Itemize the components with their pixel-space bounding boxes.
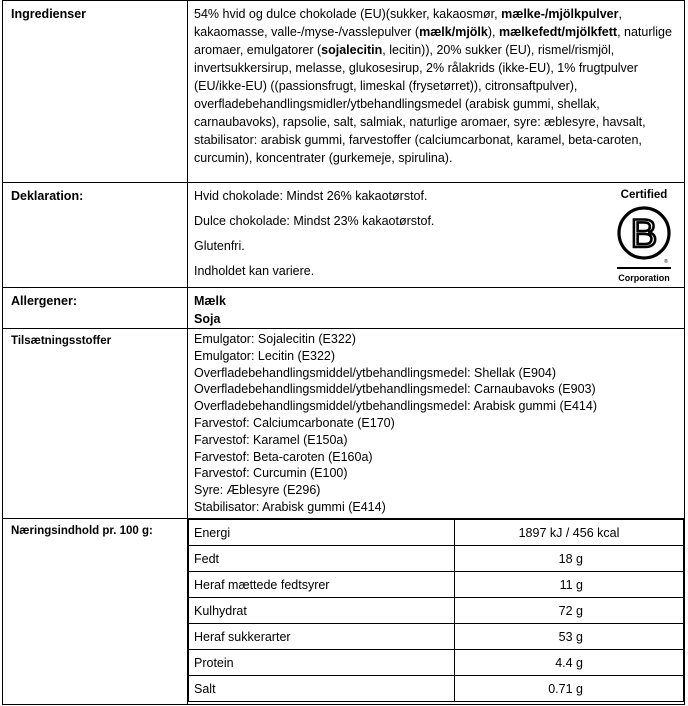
additive-item: Emulgator: Lecitin (E322) [194, 348, 336, 363]
nutrient-name: Heraf mættede fedtsyrer [189, 572, 455, 598]
spec-table [2, 0, 685, 705]
declaration-cell [188, 183, 685, 288]
declaration-label: Deklaration: [3, 183, 188, 288]
additive-item: Stabilisator: Arabisk gummi (E414) [194, 499, 386, 514]
nutrition-table-row [189, 624, 684, 650]
nutrition-row [3, 519, 685, 705]
ingredient-text-segment: , lecitin)), 20% sukker (EU), rismel/rismjöl, invertsukkersirup, melasse, glukosesirup, 2% rålakrids (ikke-EU), 1% frugtpulver (EU/ikke-EU) ((passionsfrugt, limeskal (frysetørret)), citronsaftpulver), overfladebehandlingsmidler/ytbehandlingsmedel (arabisk gummi, shellak, carnaubavoks), rapsolie, salt, salmiak, naturlige aromaer, syre: æblesyre, havsalt, stabilisator: arabisk gummi, farvestoffer (calciumcarbonat, karamel, beta-caroten, curcumin), koncentrater (gurkemeje, spirulina). [194, 43, 646, 165]
additives-label: Tilsætningsstoffer [3, 329, 188, 519]
ingredient-allergen-bold: mælke-/mjölkpulver [501, 7, 619, 21]
nutrient-name: Fedt [189, 546, 455, 572]
nutrient-value: 1897 kJ / 456 kcal [455, 520, 684, 546]
ingredients-segments [194, 7, 672, 165]
additive-item: Farvestof: Calciumcarbonate (E170) [194, 415, 395, 430]
allergens-label: Allergener: [3, 288, 188, 329]
declaration-row [3, 183, 685, 288]
logo-b-letter: B [630, 212, 658, 256]
ingredient-allergen-bold: mælk/mjölk [419, 25, 488, 39]
nutrient-value: 18 g [455, 546, 684, 572]
nutrient-value: 53 g [455, 624, 684, 650]
declaration-line: Indholdet kan variere. [194, 264, 315, 278]
additives-row [3, 329, 685, 519]
ingredient-allergen-bold: mælkefedt/mjölkfett [498, 25, 618, 39]
nutrition-cell [188, 519, 685, 705]
declaration-line: Glutenfri. [194, 239, 245, 253]
ingredient-text-segment: , naturlige aromaer, emulgatorer ( [194, 25, 672, 57]
nutrition-table-row [189, 572, 684, 598]
nutrition-table-row [189, 650, 684, 676]
ingredients-text [188, 1, 685, 183]
certified-b-corporation-logo [612, 187, 676, 285]
declaration-line: Dulce chokolade: Mindst 23% kakaotørstof. [194, 214, 435, 228]
nutrient-name: Energi [189, 520, 455, 546]
additive-item: Syre: Æblesyre (E296) [194, 483, 321, 498]
allergens-row [3, 288, 685, 329]
nutrient-name: Salt [189, 676, 455, 702]
nutrient-value: 11 g [455, 572, 684, 598]
nutrient-name: Kulhydrat [189, 598, 455, 624]
nutrition-label: Næringsindhold pr. 100 g: [3, 519, 188, 705]
nutrition-table-row [189, 546, 684, 572]
ingredient-text-segment: 54% hvid og dulce chokolade (EU)(sukker, kakaosmør, [194, 7, 502, 21]
declaration-content [194, 187, 678, 287]
nutrient-name: Heraf sukkerarter [189, 624, 455, 650]
additive-item: Overfladebehandlingsmiddel/ytbehandlingsmedel: Carnaubavoks (E903) [194, 382, 596, 397]
nutrient-value: 4.4 g [455, 650, 684, 676]
logo-registered-mark: ® [664, 259, 668, 265]
nutrient-value: 0.71 g [455, 676, 684, 702]
allergens-cell [188, 288, 685, 329]
additive-item: Farvestof: Karamel (E150a) [194, 432, 348, 447]
additive-item: Farvestof: Beta-caroten (E160a) [194, 449, 373, 464]
ingredients-row [3, 1, 685, 183]
logo-corporation-text: Corporation [618, 273, 670, 283]
ingredients-label: Ingredienser [3, 1, 188, 183]
nutrition-table-row [189, 676, 684, 702]
additive-item: Overfladebehandlingsmiddel/ytbehandlingsmedel: Shellak (E904) [194, 365, 557, 380]
nutrition-table-row [189, 520, 684, 546]
nutrition-table [188, 519, 684, 702]
additive-item: Overfladebehandlingsmiddel/ytbehandlingsmedel: Arabisk gummi (E414) [194, 399, 598, 414]
additive-item: Farvestof: Curcumin (E100) [194, 466, 348, 481]
ingredient-allergen-bold: sojalecitin [321, 43, 383, 57]
ingredient-text-segment: , kakaomasse, valle-/myse-/vasslepulver ( [194, 7, 622, 39]
additive-item: Emulgator: Sojalecitin (E322) [194, 332, 356, 346]
logo-certified-text: Certified [620, 189, 668, 201]
declaration-line: Hvid chokolade: Mindst 26% kakaotørstof. [194, 189, 428, 203]
allergen-item: Soja [194, 312, 221, 326]
nutrition-table-row [189, 598, 684, 624]
allergen-item: Mælk [194, 294, 226, 308]
nutrient-value: 72 g [455, 598, 684, 624]
nutrient-name: Protein [189, 650, 455, 676]
ingredient-text-segment: ), [487, 25, 499, 39]
additives-cell [188, 329, 685, 519]
